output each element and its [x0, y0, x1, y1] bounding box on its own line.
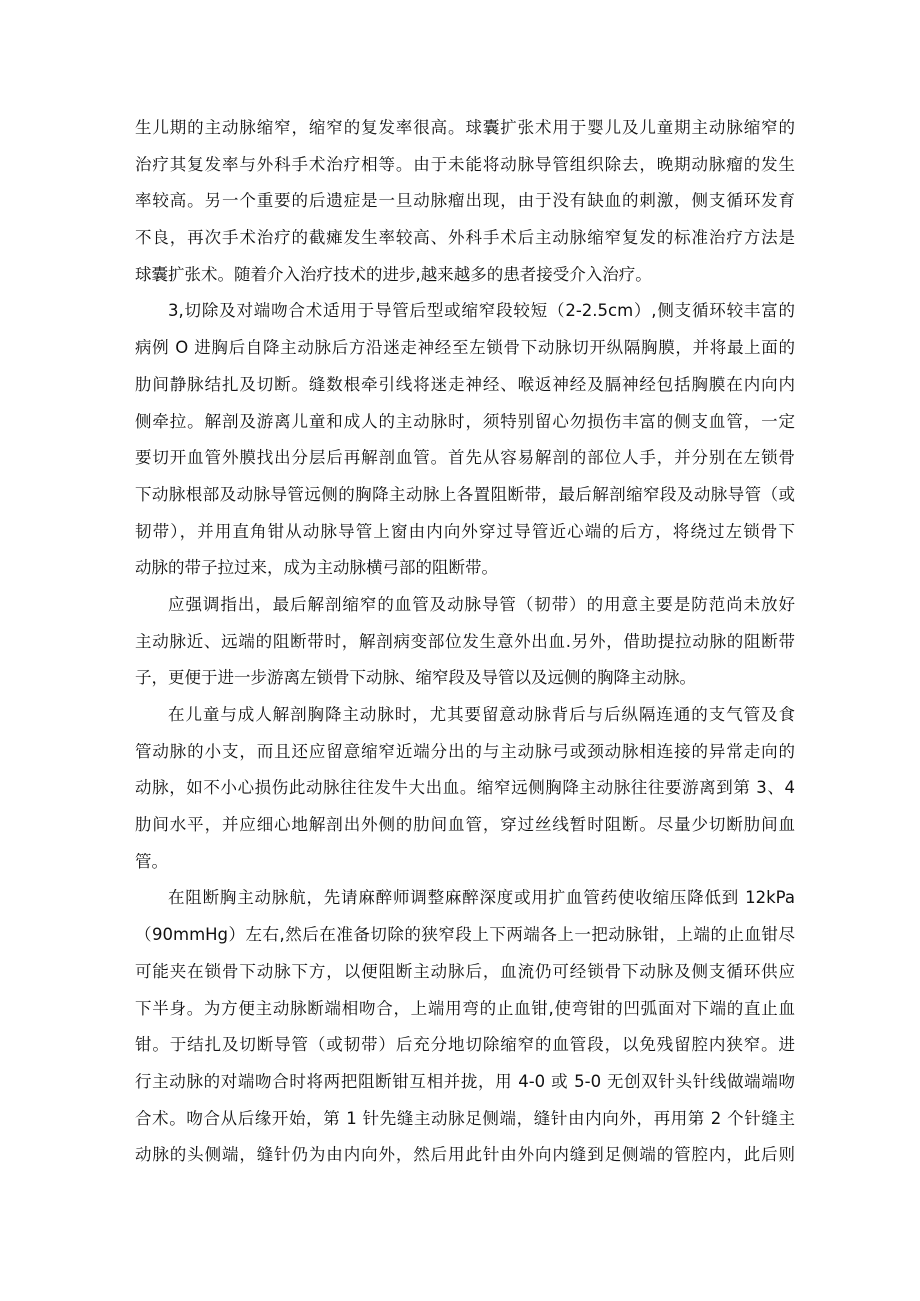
text-line: 在阻断胸主动脉航，先请麻醉师调整麻醉深度或用扩血管药使收缩压降低到 12kPa	[168, 888, 795, 908]
text-line: 管。	[135, 851, 168, 871]
text-line: 主动脉近、远端的阻断带时，解剖病变部位发生意外出血.另外，借助提拉动脉的阻断带	[135, 631, 795, 651]
paragraph	[135, 880, 795, 1174]
text-line: 肋间静脉结扎及切断。缝数根牵引线将迷走神经、喉返神经及膈神经包括胸膜在内向内	[135, 374, 795, 394]
text-line: 生儿期的主动脉缩窄，缩窄的复发率很高。球囊扩张术用于婴儿及儿童期主动脉缩窄的	[135, 118, 795, 137]
text-line: 侧牵拉。解剖及游离儿童和成人的主动脉时，须特别留心勿损伤丰富的侧支血管，一定	[135, 411, 795, 431]
text-line: 3,切除及对端吻合术适用于导管后型或缩窄段较短（2-2.5cm）,侧支循环较丰富的	[168, 301, 795, 321]
paragraph	[135, 293, 795, 587]
text-line: 病例 O 进胸后自降主动脉后方沿迷走神经至左锁骨下动脉切开纵隔胸膜，并将最上面的	[135, 338, 795, 358]
text-line: 肋间水平，并应细心地解剖出外侧的肋间血管，穿过丝线暂时阻断。尽量少切断肋间血	[135, 815, 795, 835]
text-line: 下动脉根部及动脉导管远侧的胸降主动脉上各置阻断带，最后解剖缩窄段及动脉导管（或	[135, 484, 795, 504]
text-line: 球囊扩张术。随着介入治疗技术的进步,越来越多的患者接受介入治疗。	[135, 264, 652, 284]
paragraph	[135, 110, 795, 293]
text-line: 管动脉的小支，而且还应留意缩窄近端分出的与主动脉弓或颈动脉相连接的异常走向的	[135, 741, 795, 761]
text-line: 韧带），并用直角钳从动脉导管上窗由内向外穿过导管近心端的后方，将绕过左锁骨下	[135, 521, 795, 541]
text-line: 治疗其复发率与外科手术治疗相等。由于未能将动脉导管组织除去，晚期动脉瘤的发生	[135, 154, 795, 174]
text-line: 动脉，如不小心损伤此动脉往往发牛大出血。缩窄远侧胸降主动脉往往要游离到第 3、4	[135, 778, 795, 798]
text-line: 行主动脉的对端吻合时将两把阻断钳互相并拢，用 4-0 或 5-0 无创双针头针线做端端吻	[135, 1071, 795, 1091]
text-line: 动脉的头侧端，缝针仍为由内向外，然后用此针由外向内缝到足侧端的管腔内，此后则	[135, 1145, 795, 1165]
text-line: 合术。吻合从后缘开始，第 1 针先缝主动脉足侧端，缝针由内向外，再用第 2 个针缝主	[135, 1108, 795, 1128]
text-line: 在儿童与成人解剖胸降主动脉时，尤其要留意动脉背后与后纵隔连通的支气管及食	[168, 705, 795, 724]
text-line: 应强调指出，最后解剖缩窄的血管及动脉导管（韧带）的用意主要是防范尚未放好	[168, 594, 795, 614]
text-line: 下半身。为方便主动脉断端相吻合，上端用弯的止血钳,使弯钳的凹弧面对下端的直止血	[135, 998, 795, 1018]
text-line: 率较高。另一个重要的后遗症是一旦动脉瘤出现，由于没有缺血的刺激，侧支循环发育	[135, 191, 795, 211]
text-line: 子，更便于进一步游离左锁骨下动脉、缩窄段及导管以及远侧的胸降主动脉。	[135, 668, 696, 688]
paragraph	[135, 587, 795, 697]
text-line: 动脉的带子拉过来，成为主动脉横弓部的阻断带。	[135, 558, 498, 578]
text-line: （90mmHg）左右,然后在准备切除的狭窄段上下两端各上一把动脉钳，上端的止血钳尽	[135, 925, 795, 945]
text-line: 钳。于结扎及切断导管（或韧带）后充分地切除缩窄的血管段，以免残留腔内狭窄。进	[135, 1035, 795, 1055]
text-line: 要切开血管外膜找出分层后再解剖血管。首先从容易解剖的部位人手，并分别在左锁骨	[135, 448, 795, 468]
text-line: 可能夹在锁骨下动脉下方，以便阻断主动脉后，血流仍可经锁骨下动脉及侧支循环供应	[135, 961, 795, 981]
document-body	[135, 110, 795, 1174]
text-line: 不良，再次手术治疗的截瘫发生率较高、外科手术后主动脉缩窄复发的标准治疗方法是	[135, 228, 795, 248]
paragraph	[135, 697, 795, 880]
